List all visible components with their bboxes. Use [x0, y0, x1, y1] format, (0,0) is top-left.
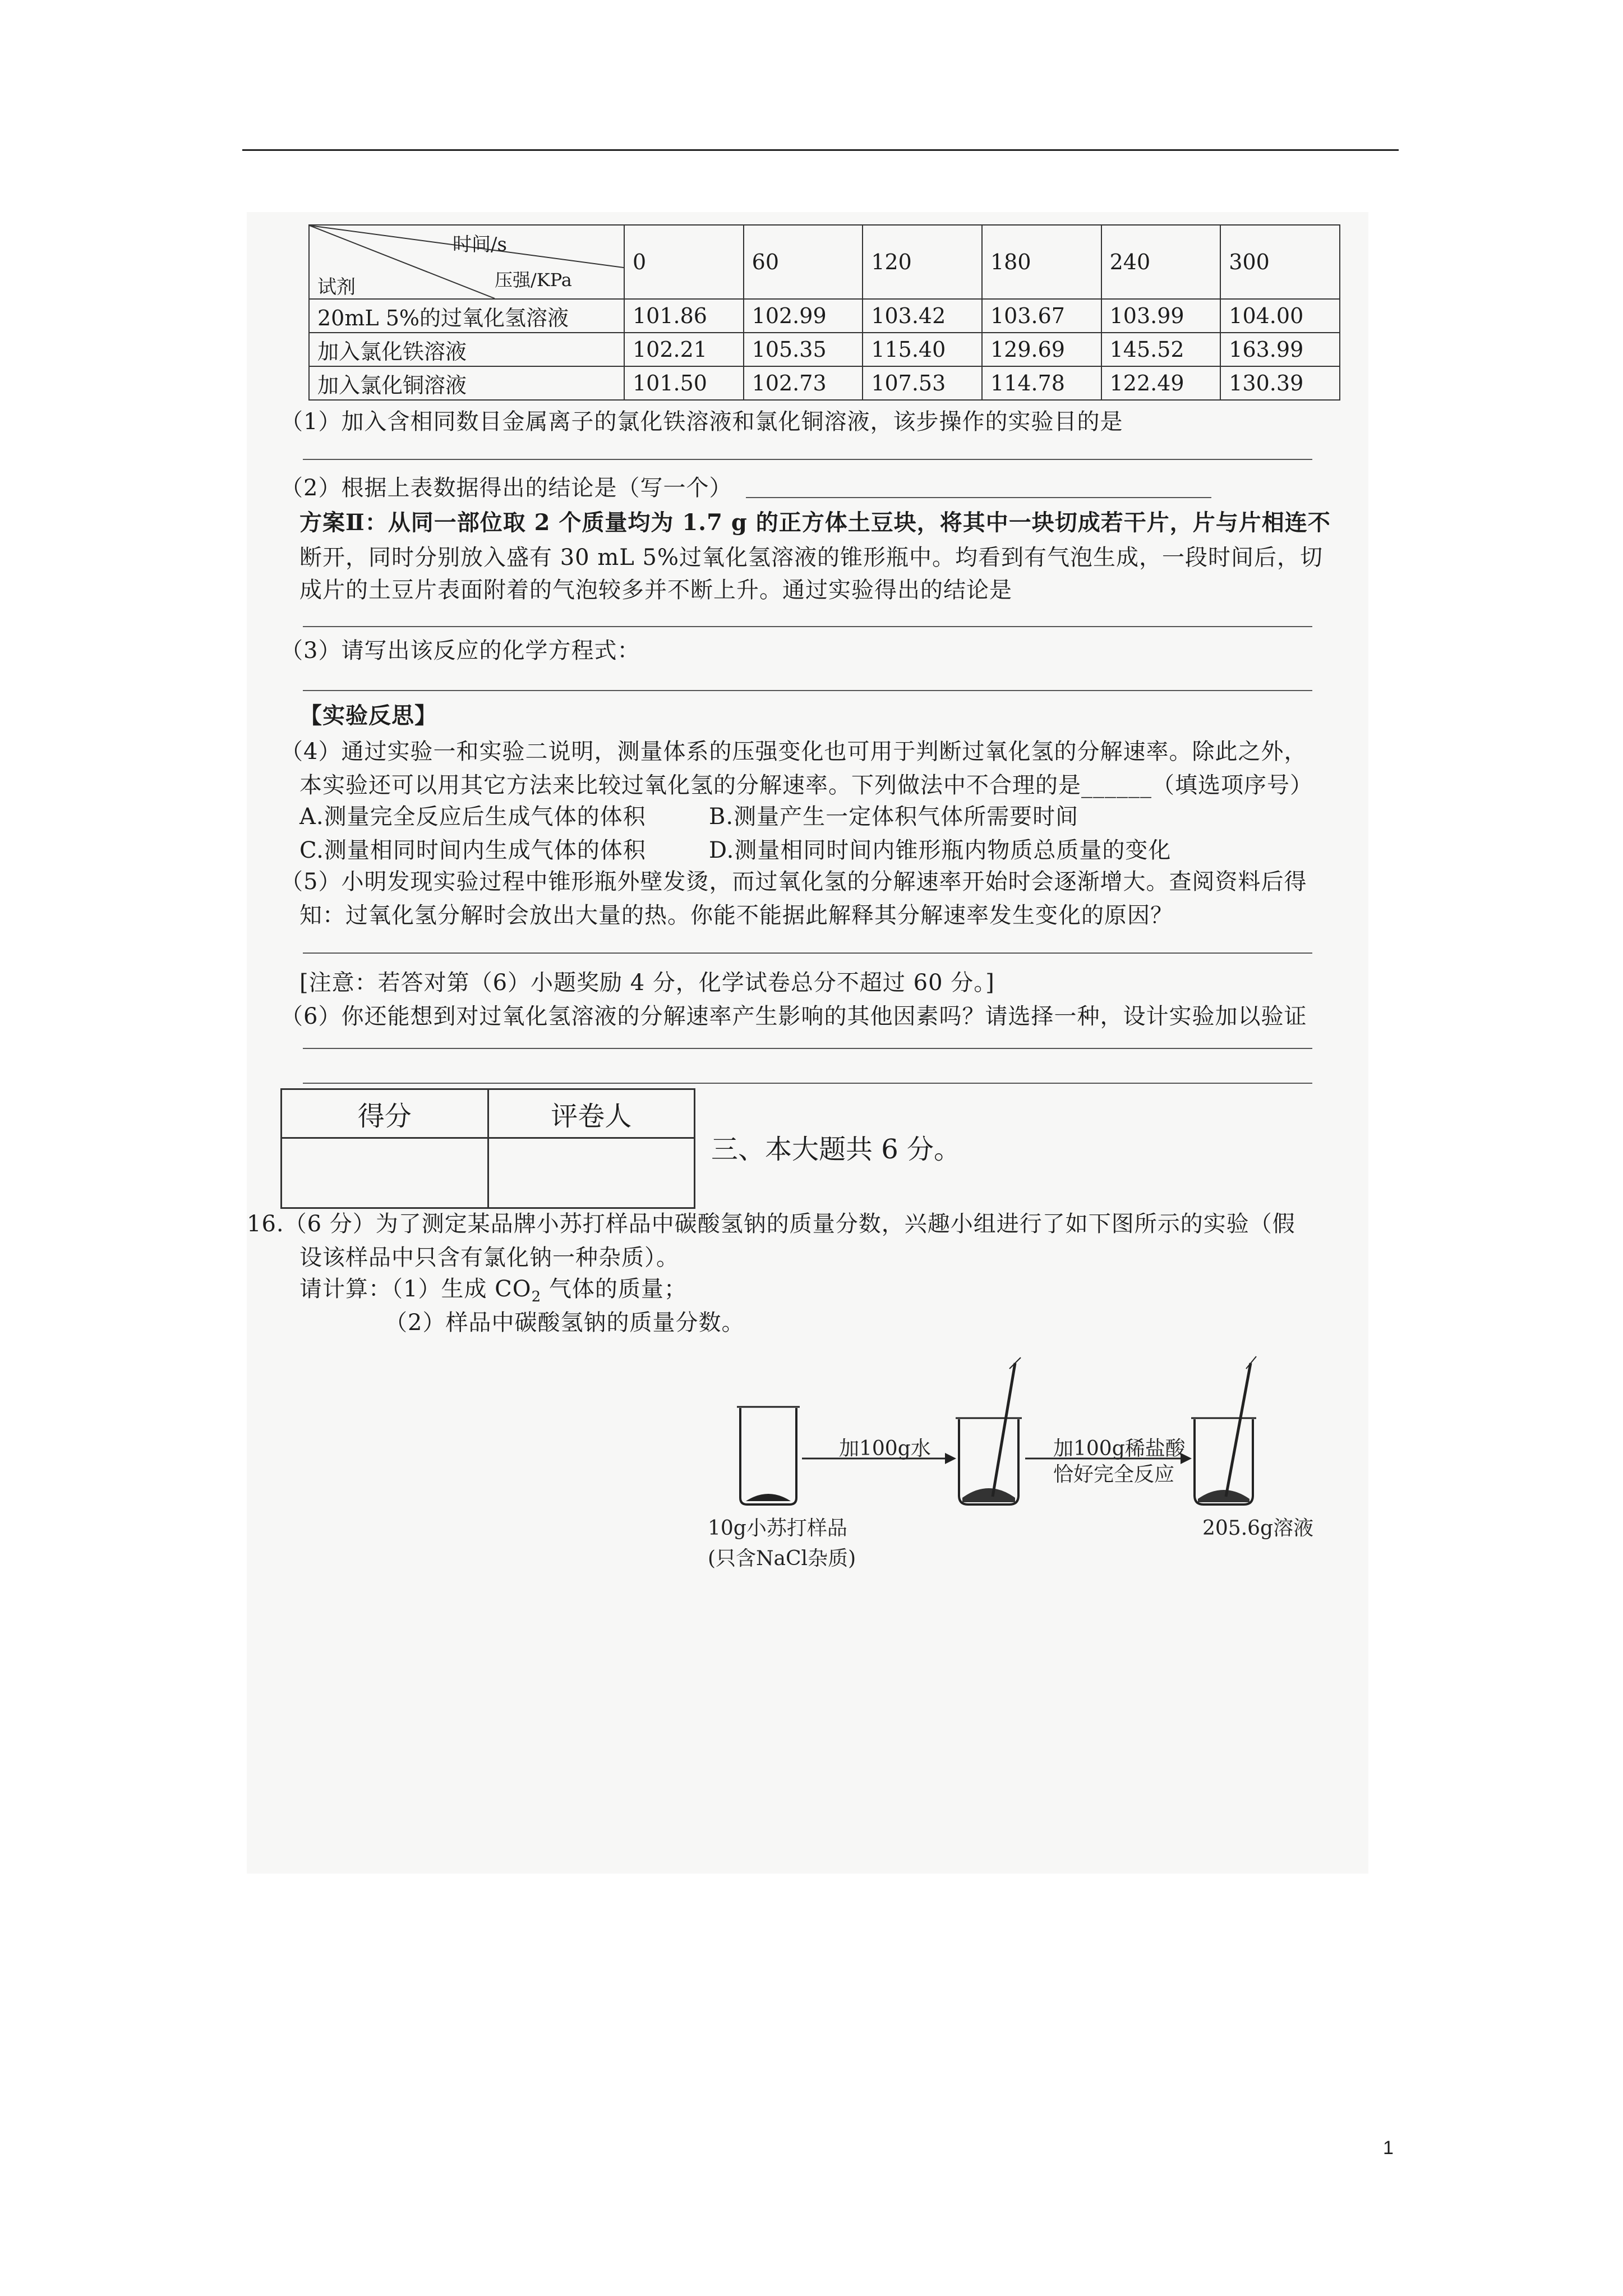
pressure-cell: 130.39 — [1220, 366, 1340, 400]
corner-time-label: 时间/s — [453, 233, 507, 256]
question-3: （3）请写出该反应的化学方程式： — [280, 638, 640, 664]
reflection-title: 【实验反思】 — [299, 702, 437, 729]
figure-sample-label-1: 10g小苏打样品 — [708, 1517, 847, 1540]
answer-line — [303, 953, 1312, 954]
question-2: （2）根据上表数据得出的结论是（写一个） — [280, 475, 732, 501]
time-header: 180 — [982, 225, 1101, 299]
table-row — [309, 366, 1340, 400]
table-header-row — [309, 225, 1340, 299]
table-row — [309, 333, 1340, 366]
question-6: （6）你还能想到对过氧化氢溶液的分解速率产生影响的其他因素吗？请选择一种，设计实验加以验证 — [280, 1004, 1307, 1029]
figure-step-1-label: 加100g水 — [839, 1437, 931, 1460]
answer-line — [746, 497, 1211, 498]
corner-reagent-label: 试剂 — [317, 276, 356, 298]
answer-line — [303, 690, 1312, 691]
table-row — [309, 299, 1340, 333]
answer-line — [303, 1048, 1312, 1049]
question-5-line-2: 知：过氧化氢分解时会放出大量的热。你能不能据此解释其分解速率发生变化的原因？ — [299, 903, 1173, 928]
question-4-line-2: 本实验还可以用其它方法来比较过氧化氢的分解速率。下列做法中不合理的是______（填选项序号） — [299, 772, 1313, 798]
header-rule — [242, 149, 1399, 151]
pressure-cell: 145.52 — [1101, 333, 1221, 366]
option-d: D.测量相同时间内锥形瓶内物质总质量的变化 — [709, 838, 1172, 863]
page-number: 1 — [1383, 2137, 1394, 2159]
question-16-line-2: 设该样品中只含有氯化钠一种杂质）。 — [299, 1245, 679, 1271]
pressure-cell: 107.53 — [863, 366, 982, 400]
question-1: （1）加入含相同数目金属离子的氯化铁溶液和氯化铜溶液，该步操作的实验目的是 — [280, 409, 1123, 435]
beaker-with-rod-icon — [1191, 1356, 1256, 1504]
grader-header: 评卷人 — [488, 1089, 695, 1138]
pressure-cell: 115.40 — [863, 333, 982, 366]
row-label: 加入氯化铁溶液 — [309, 333, 624, 366]
score-header: 得分 — [282, 1089, 488, 1138]
pressure-cell: 103.67 — [982, 299, 1101, 333]
figure-step-2-label-2: 恰好完全反应 — [1053, 1463, 1175, 1486]
pressure-cell: 129.69 — [982, 333, 1101, 366]
corner-pressure-label: 压强/KPa — [495, 269, 572, 291]
pressure-cell: 102.21 — [624, 333, 744, 366]
section-3-heading: 三、本大题共 6 分。 — [711, 1134, 961, 1165]
question-5-line-1: （5）小明发现实验过程中锥形瓶外壁发烫，而过氧化氢的分解速率开始时会逐渐增大。查阅资料后得 — [280, 869, 1307, 895]
option-b: B.测量产生一定体积气体所需要时间 — [709, 804, 1079, 830]
pressure-cell: 105.35 — [744, 333, 863, 366]
plan2-line-1: 方案Ⅱ：从同一部位取 2 个质量均为 1.7 g 的正方体土豆块，将其中一块切成若干片，片与片相连不 — [299, 509, 1331, 536]
time-header: 120 — [863, 225, 982, 299]
plan2-line-3: 成片的土豆片表面附着的气泡较多并不断上升。通过实验得出的结论是 — [299, 577, 1012, 603]
figure-sample-label-2: (只含NaCl杂质) — [708, 1547, 856, 1570]
pressure-cell: 114.78 — [982, 366, 1101, 400]
pressure-cell: 102.99 — [744, 299, 863, 333]
figure-step-2-label-1: 加100g稀盐酸 — [1053, 1437, 1186, 1460]
beaker-with-rod-icon — [956, 1358, 1022, 1504]
pressure-cell: 101.86 — [624, 299, 744, 333]
question-16-line-1: 16.（6 分）为了测定某品牌小苏打样品中碳酸氢钠的质量分数，兴趣小组进行了如下图所示的实验（假 — [247, 1211, 1295, 1237]
figure-result-label: 205.6g溶液 — [1202, 1517, 1314, 1540]
time-header: 60 — [744, 225, 863, 299]
question-16-calc-1: 请计算：（1）生成 $CO_2$ 气体的质量； — [299, 1276, 687, 1305]
row-label: 20mL 5%的过氧化氢溶液 — [309, 299, 624, 333]
beaker-sample-icon — [737, 1407, 800, 1504]
row-label: 加入氯化铜溶液 — [309, 366, 624, 400]
bonus-note: [注意：若答对第（6）小题奖励 4 分，化学试卷总分不超过 60 分。] — [299, 970, 995, 996]
time-header: 240 — [1101, 225, 1221, 299]
question-16-calc-2: （2）样品中碳酸氢钠的质量分数。 — [385, 1310, 745, 1336]
scanned-page — [247, 212, 1368, 1874]
option-c: C.测量相同时间内生成气体的体积 — [299, 838, 646, 863]
option-a: A.测量完全反应后生成气体的体积 — [299, 804, 646, 830]
pressure-cell: 103.42 — [863, 299, 982, 333]
pressure-table — [308, 224, 1340, 401]
table-corner-cell — [309, 225, 624, 299]
question-4-line-1: （4）通过实验一和实验二说明，测量体系的压强变化也可用于判断过氧化氢的分解速率。除此之外， — [280, 739, 1307, 765]
answer-line — [303, 459, 1312, 460]
time-header: 0 — [624, 225, 744, 299]
pressure-cell: 163.99 — [1220, 333, 1340, 366]
time-header: 300 — [1220, 225, 1340, 299]
pressure-cell: 103.99 — [1101, 299, 1221, 333]
pressure-cell: 102.73 — [744, 366, 863, 400]
answer-line — [303, 1083, 1312, 1084]
answer-line — [303, 626, 1312, 627]
grader-cell — [488, 1138, 695, 1208]
score-box — [280, 1088, 695, 1209]
pressure-cell: 101.50 — [624, 366, 744, 400]
score-cell — [282, 1138, 488, 1208]
pressure-cell: 104.00 — [1220, 299, 1340, 333]
pressure-cell: 122.49 — [1101, 366, 1221, 400]
plan2-line-2: 断开，同时分别放入盛有 30 mL 5%过氧化氢溶液的锥形瓶中。均看到有气泡生成，一段时间后，切 — [299, 545, 1323, 570]
